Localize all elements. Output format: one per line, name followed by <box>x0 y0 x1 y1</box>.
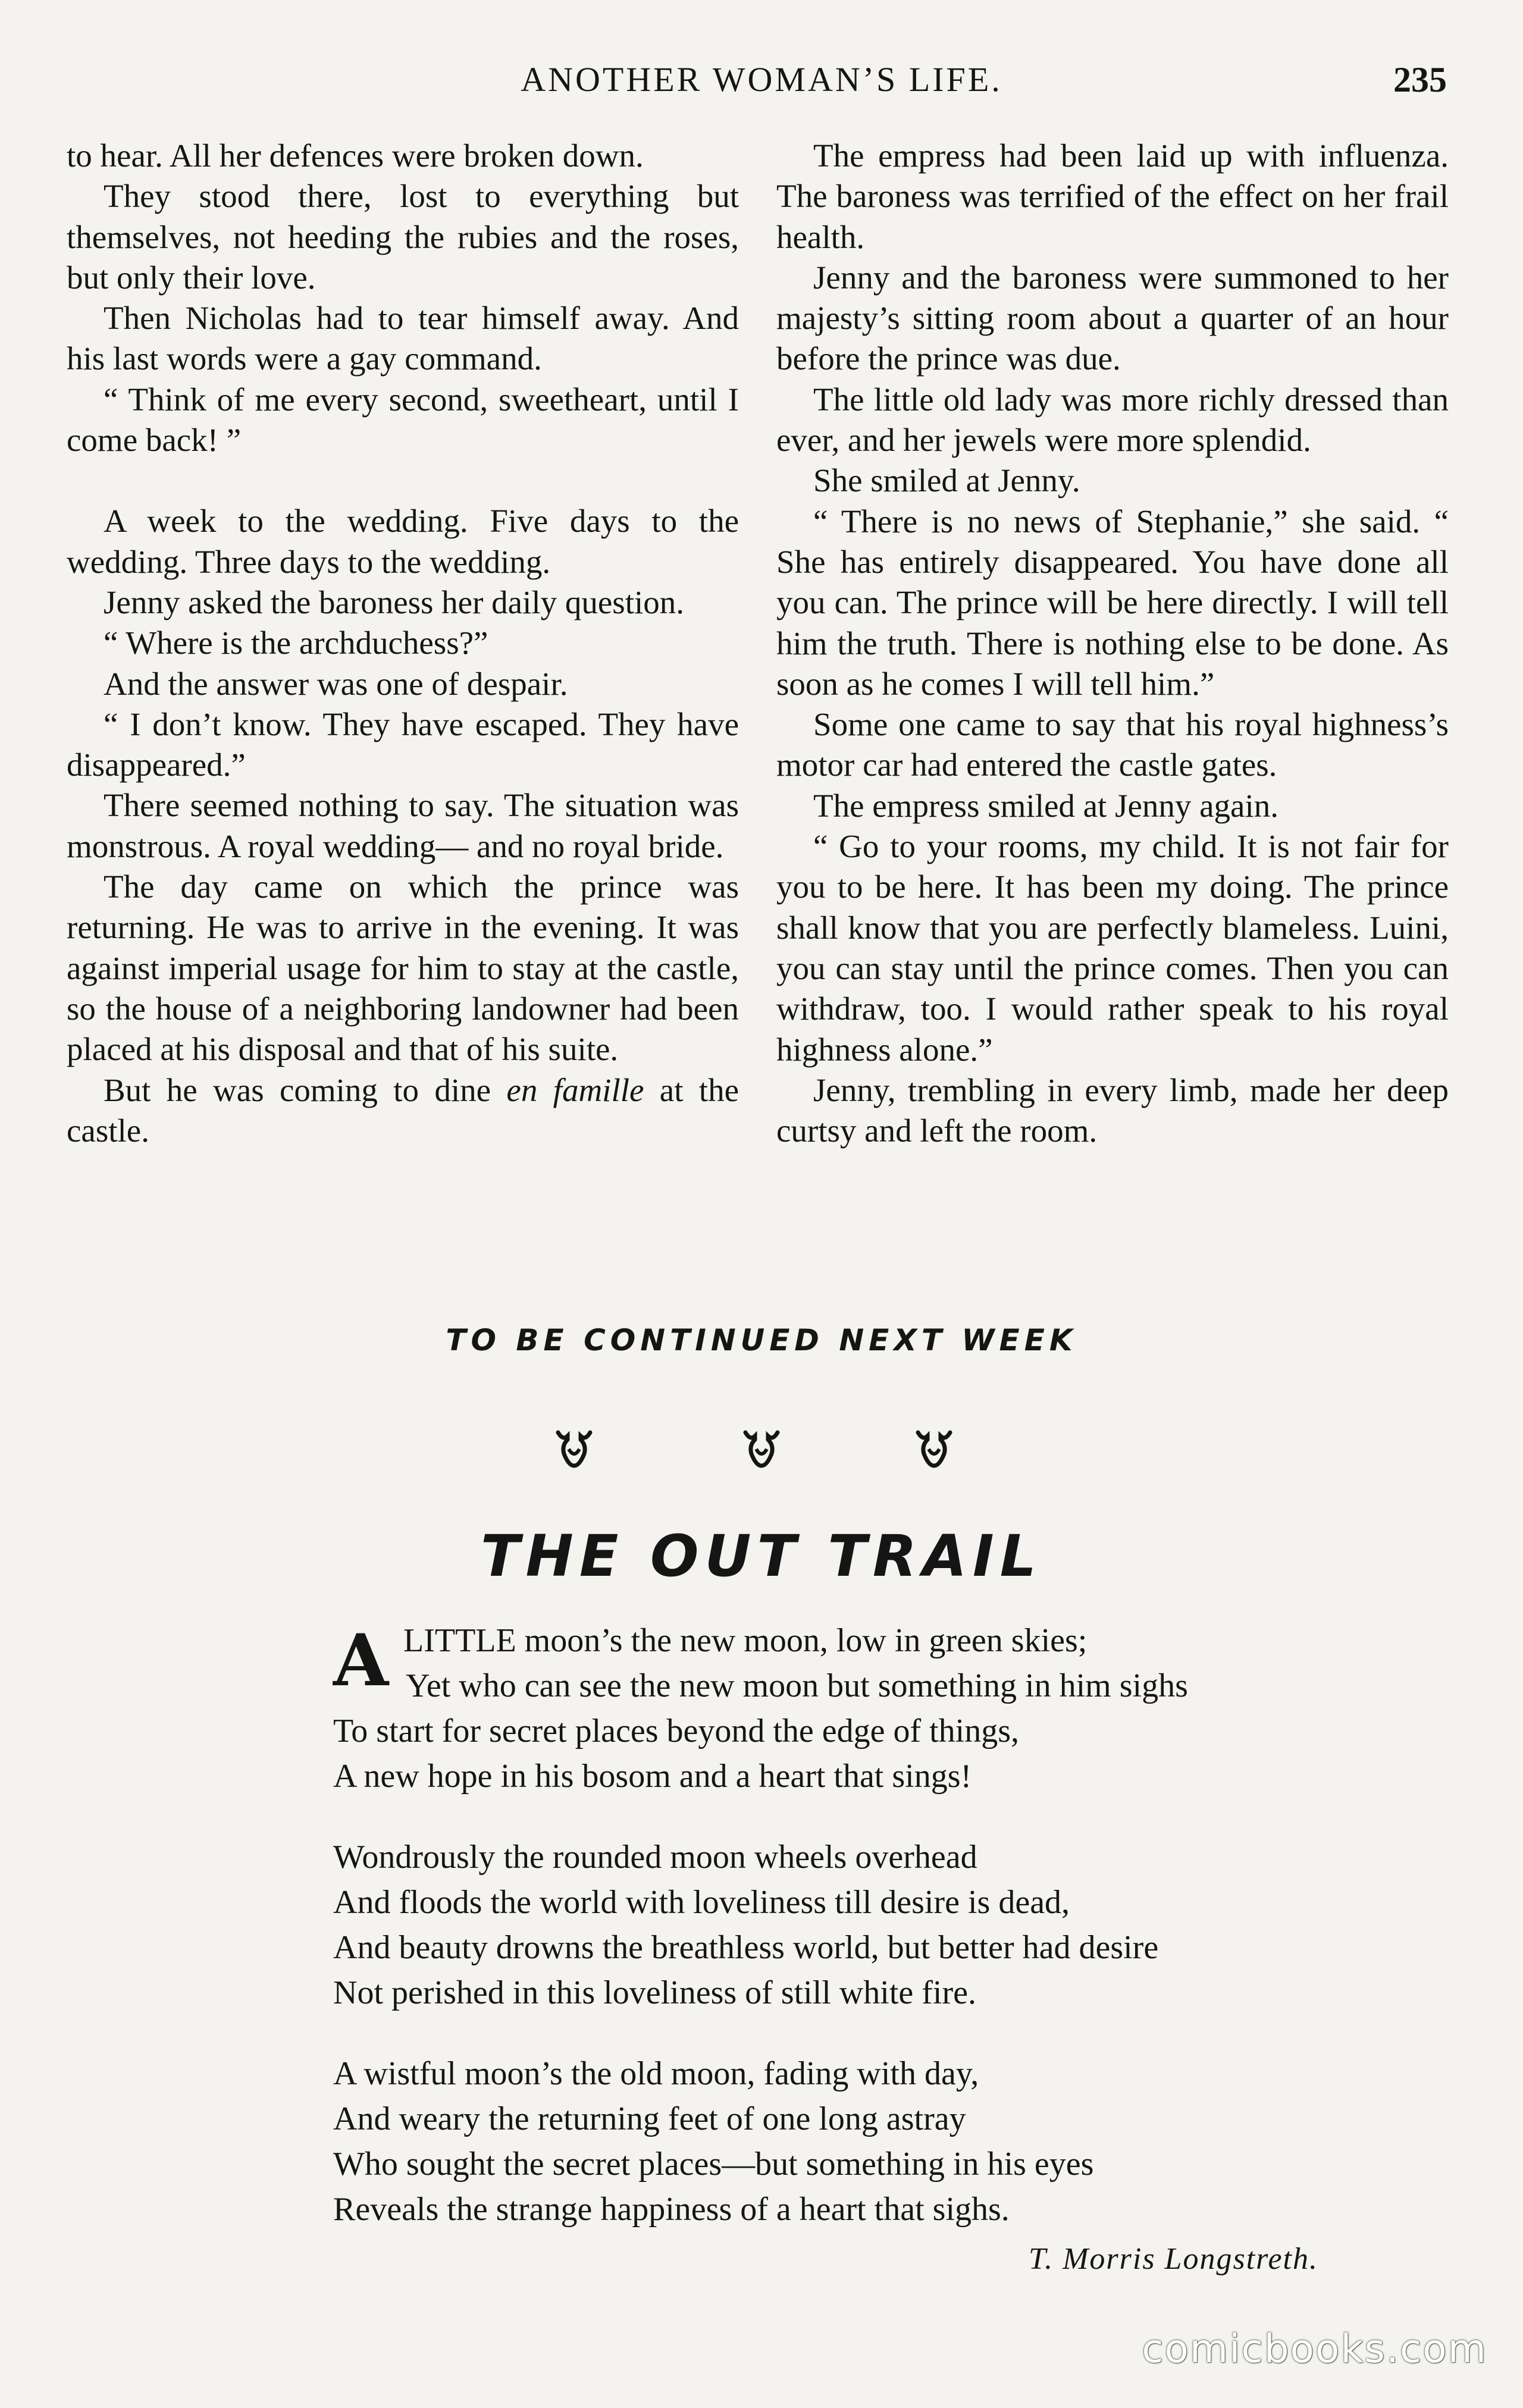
paragraph: “ I don’t know. They have escaped. They have disappeared.” <box>67 706 739 783</box>
poem-line: Wondrously the rounded moon wheels overhead <box>333 1839 977 1876</box>
paragraph: “ There is no news of Stephanie,” she said. “ She has entirely disappeared. You have done all you can. The prince will be here directly. I will tell him the truth. There is nothing else to be done. As soon as he comes I will tell him.” <box>776 503 1449 702</box>
paragraph: Some one came to say that his royal highness’s motor car had entered the castle gates. <box>776 706 1449 783</box>
poem-line: Not perished in this loveliness of still white fire. <box>333 1974 976 2011</box>
poem-line: A wistful moon’s the old moon, fading with day, <box>333 2055 979 2092</box>
poem <box>333 1618 1404 2268</box>
paragraph: Jenny asked the baroness her daily question. <box>104 584 685 620</box>
italic-phrase: en famille <box>506 1071 644 1108</box>
poem-line: And floods the world with loveliness till desire is dead, <box>333 1884 1070 1921</box>
stanza-2 <box>333 1835 1404 2015</box>
poem-line: And weary the returning feet of one long astray <box>333 2100 966 2137</box>
drop-cap: A <box>333 1619 389 1702</box>
fleuron-icon <box>741 1428 782 1469</box>
paragraph: “ Go to your rooms, my child. It is not fair for you to be here. It has been my doing. The prince shall know that you are perfectly blameless. Luini, you can stay until the prince comes. Then you can withdraw, too. I would rather speak to his royal highness alone.” <box>776 828 1449 1068</box>
paragraph: Jenny and the baroness were summoned to her majesty’s sitting room about a quarter of an hour before the prince was due. <box>776 259 1449 377</box>
poem-line: Yet who can see the new moon but something in him sighs <box>406 1667 1188 1704</box>
paragraph: The day came on which the prince was returning. He was to arrive in the evening. It was against imperial usage for him to stay at the castle, so the house of a neighboring landowner had been placed at his disposal and that of his suite. <box>67 868 739 1068</box>
watermark: comicbooks.com <box>1142 2326 1487 2372</box>
continued-notice: TO BE CONTINUED NEXT WEEK <box>446 1323 1077 1357</box>
paragraph: Jenny, trembling in every limb, made her deep curtsy and left the room. <box>776 1071 1449 1149</box>
fleuron-icon <box>913 1428 955 1469</box>
paragraph: “ Think of me every second, sweetheart, until I come back! ” <box>67 381 739 459</box>
ornament-row <box>0 1428 1523 1481</box>
running-head <box>0 59 1523 107</box>
paragraph: And the answer was one of despair. <box>104 665 568 702</box>
poem-author: T. Morris Longstreth. <box>1029 2242 1318 2276</box>
text-run: at the castle. <box>67 1071 739 1149</box>
paragraph: She smiled at Jenny. <box>813 462 1080 499</box>
poem-title: THE OUT TRAIL <box>481 1523 1042 1589</box>
paragraph: Then Nicholas had to tear himself away. And his last words were a gay command. <box>67 300 739 377</box>
paragraph: The little old lady was more richly dressed than ever, and her jewels were more splendid. <box>776 381 1449 459</box>
paragraph: “ Where is the archduchess?” <box>104 625 488 661</box>
paragraph: The empress had been laid up with influenza. The baroness was terrified of the effect on her frail health. <box>776 137 1449 255</box>
paragraph: There seemed nothing to say. The situation was monstrous. A royal wedding— and no royal bride. <box>67 787 739 864</box>
poem-line: LITTLE moon’s the new moon, low in green skies; <box>403 1622 1088 1659</box>
running-title: ANOTHER WOMAN’S LIFE. <box>521 60 1002 99</box>
poem-line: Who sought the secret places—but something in his eyes <box>333 2146 1094 2183</box>
paragraph: A week to the wedding. Five days to the wedding. Three days to the wedding. <box>67 503 739 580</box>
poem-line: Reveals the strange happiness of a heart that sighs. <box>333 2191 1010 2228</box>
fleuron-icon <box>553 1428 595 1469</box>
stanza-3 <box>333 2051 1404 2232</box>
poem-line: A new hope in his bosom and a heart that sings! <box>333 1758 972 1795</box>
paragraph-last <box>67 1070 739 1152</box>
right-column <box>776 136 1449 1151</box>
paragraph: They stood there, lost to everything but themselves, not heeding the rubies and the roses, but only their love. <box>67 178 739 296</box>
poem-line: And beauty drowns the breathless world, but better had desire <box>333 1929 1159 1966</box>
paragraph: The empress smiled at Jenny again. <box>813 787 1279 824</box>
text-run: But he was coming to dine <box>104 1071 507 1108</box>
left-column <box>67 136 739 1151</box>
stanza-1 <box>333 1618 1404 1799</box>
poem-line: To start for secret places beyond the edge of things, <box>333 1713 1020 1749</box>
paragraph: to hear. All her defences were broken down. <box>67 137 644 174</box>
page-number: 235 <box>1393 60 1447 99</box>
